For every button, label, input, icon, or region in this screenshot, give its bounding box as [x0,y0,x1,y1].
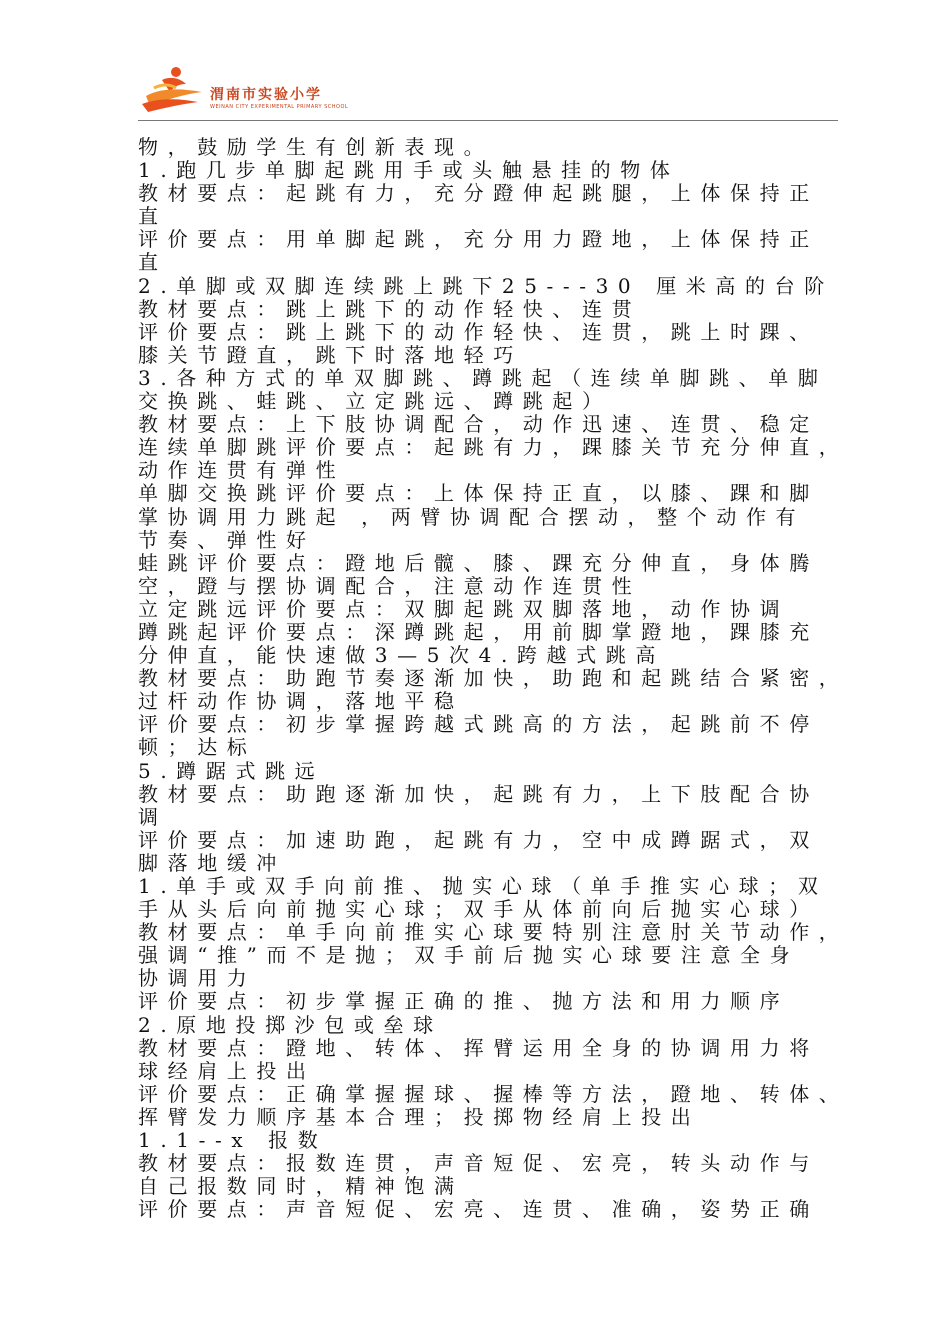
text-line: 教材要点：起跳有力，充分蹬伸起跳腿，上体保持正 [138,181,819,206]
text-line: 物，鼓励学生有创新表现。 [138,135,494,159]
text-line: 蛙跳评价要点：蹬地后髋、膝、踝充分伸直，身体腾 [138,550,819,575]
text-line: 教材要点：报数连贯，声音短促、宏亮，转头动作与 [138,1151,819,1176]
text-line: 5.蹲踞式跳远 [138,758,325,783]
text-line: 1.跑几步单脚起跳用手或头触悬挂的物体 [138,158,680,183]
text-line: 自己报数同时，精神饱满 [138,1174,464,1199]
header-divider [138,120,838,121]
text-line: 调 [138,804,168,829]
text-line: 立定跳远评价要点：双脚起跳双脚落地，动作协调 [138,596,790,621]
document-body [138,135,849,1222]
text-line: 顿；达标 [138,735,257,760]
text-line: 分伸直，能快速做3—5次4.跨越式跳高 [138,643,665,668]
text-line: 2.单脚或双脚连续跳上跳下25---30 厘米高的台阶 [138,273,834,298]
text-line: 过杆动作协调，落地平稳 [138,689,464,714]
text-line: 3.各种方式的单双脚跳、蹲跳起（连续单脚跳、单脚 [138,365,828,390]
text-line: 评价要点：初步掌握正确的推、抛方法和用力顺序 [138,989,790,1014]
text-line: 评价要点：正确掌握握球、握棒等方法，蹬地、转体、 [138,1081,849,1106]
text-line: 教材要点：单手向前推实心球要特别注意肘关节动作， [138,920,849,945]
text-line: 教材要点：跳上跳下的动作轻快、连贯 [138,296,642,321]
text-line: 直 [138,250,168,275]
text-line: 评价要点：加速助跑，起跳有力，空中成蹲踞式，双 [138,827,819,852]
text-line: 节奏、弹性好 [138,527,316,552]
text-line: 评价要点：用单脚起跳，充分用力蹬地，上体保持正 [138,227,819,252]
text-line: 单脚交换跳评价要点：上体保持正直，以膝、踝和脚 [138,481,819,506]
text-line: 2.原地投掷沙包或垒球 [138,1012,443,1037]
page-header [0,0,950,122]
text-line: 教材要点：上下肢协调配合，动作迅速、连贯、稳定 [138,412,819,437]
text-line: 蹲跳起评价要点：深蹲跳起，用前脚掌蹬地，踝膝充 [138,619,819,644]
school-name-cn: 渭南市实验小学 [210,87,322,103]
text-line: 评价要点：初步掌握跨越式跳高的方法，起跳前不停 [138,712,819,737]
text-line: 交换跳、蛙跳、立定跳远、蹲跳起） [138,389,612,414]
text-line: 动作连贯有弹性 [138,458,346,483]
text-line: 挥臂发力顺序基本合理；投掷物经肩上投出 [138,1104,701,1129]
text-line: 教材要点：助跑节奏逐渐加快，助跑和起跳结合紧密， [138,666,849,691]
text-line: 空，蹬与摆协调配合，注意动作连贯性 [138,573,642,598]
text-line: 评价要点：声音短促、宏亮、连贯、准确，姿势正确 [138,1197,819,1222]
text-line: 1.单手或双手向前推、抛实心球（单手推实心球；双 [138,874,828,898]
text-line: 直 [138,204,168,229]
text-line: 掌协调用力跳起 ，两臂协调配合摆动，整个动作有 [138,504,806,529]
text-line: 手从头后向前抛实心球；双手从体前向后抛实心球） [138,897,819,922]
text-line: 协调用力 [138,966,257,991]
text-line: 膝关节蹬直，跳下时落地轻巧 [138,342,523,367]
text-line: 1.1--x 报数 [138,1128,328,1153]
text-line: 连续单脚跳评价要点：起跳有力，踝膝关节充分伸直， [138,435,849,460]
text-line: 评价要点：跳上跳下的动作轻快、连贯，跳上时踝、 [138,319,819,344]
text-line: 教材要点：蹬地、转体、挥臂运用全身的协调用力将 [138,1035,819,1060]
text-line: 强调“推”而不是抛；双手前后抛实心球要注意全身 [138,943,800,968]
runner-logo-icon [140,62,208,114]
text-line: 脚落地缓冲 [138,850,286,875]
text-line: 教材要点：助跑逐渐加快，起跳有力，上下肢配合协 [138,781,819,806]
school-name-en: WEINAN CITY EXPERIMENTAL PRIMARY SCHOOL [210,104,349,110]
school-logo [140,62,349,118]
text-line: 球经肩上投出 [138,1058,316,1083]
